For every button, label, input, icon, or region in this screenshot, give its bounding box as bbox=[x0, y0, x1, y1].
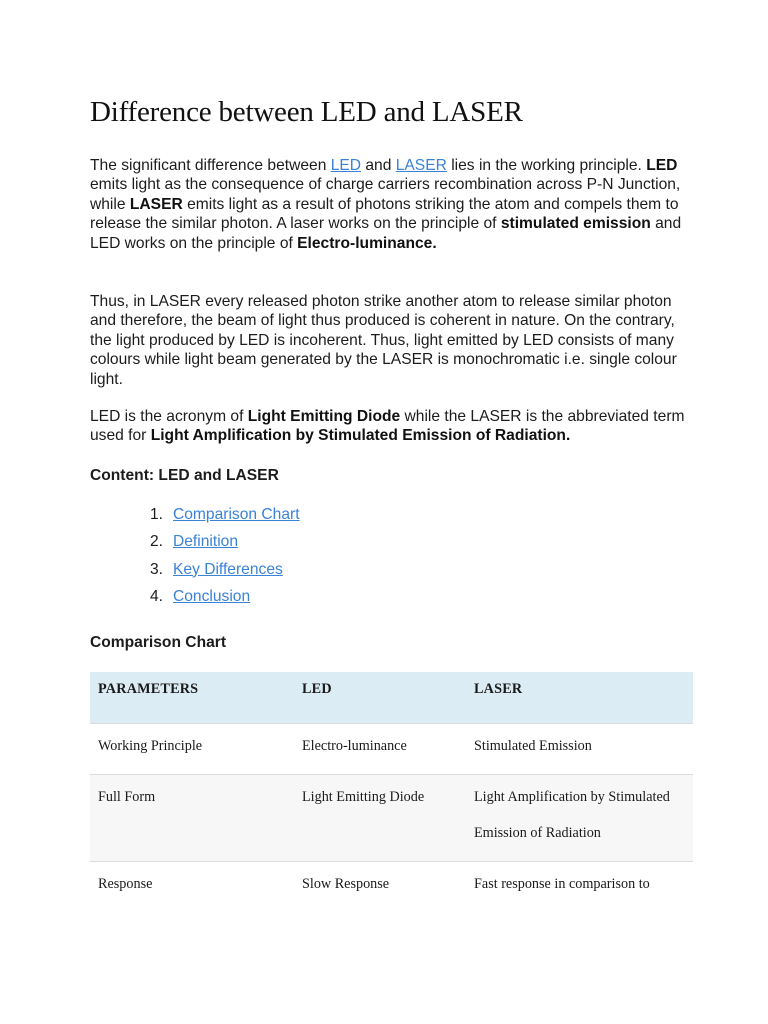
intro-bold: LASER bbox=[129, 195, 183, 213]
toc-number: 3. bbox=[150, 560, 164, 578]
table-row bbox=[90, 774, 693, 861]
table-cell bbox=[90, 723, 294, 774]
led-link[interactable]: LED bbox=[330, 157, 362, 174]
cell-text: Light Emitting Diode bbox=[302, 788, 425, 805]
column-header-parameters: PARAMETERS bbox=[98, 681, 199, 697]
acronym-bold: Light Emitting Diode bbox=[247, 408, 401, 425]
page-title: Difference between LED and LASER bbox=[90, 96, 523, 128]
column-header-laser: LASER bbox=[474, 681, 523, 697]
intro-text: and bbox=[361, 157, 396, 174]
acronym-text: LED is the acronym of bbox=[90, 408, 248, 425]
cell-text: Fast response in comparison to bbox=[474, 875, 650, 892]
toc-item bbox=[150, 560, 300, 587]
intro-bold: LED bbox=[646, 157, 678, 174]
table-cell bbox=[294, 774, 466, 861]
acronym-bold: Light Amplification by Stimulated Emission of Radiation. bbox=[150, 427, 571, 445]
acronym-text: while the LASER is the abbreviated term used for bbox=[90, 408, 685, 445]
table-cell bbox=[466, 861, 693, 902]
toc-number: 2. bbox=[150, 533, 164, 551]
table-row bbox=[90, 861, 693, 902]
toc-link-comparison-chart[interactable]: Comparison Chart bbox=[173, 506, 300, 523]
cell-text: Electro-luminance bbox=[302, 737, 407, 754]
acronym-paragraph bbox=[90, 407, 694, 446]
laser-link[interactable]: LASER bbox=[395, 157, 447, 174]
content-heading: Content: LED and LASER bbox=[90, 467, 279, 484]
intro-text: The significant difference between bbox=[90, 157, 331, 174]
intro-bold: stimulated emission bbox=[500, 215, 651, 233]
cell-text: Stimulated Emission bbox=[474, 737, 592, 754]
table-cell bbox=[294, 723, 466, 774]
table-header-row bbox=[90, 672, 693, 723]
cell-text: Working Principle bbox=[98, 737, 203, 754]
intro-text: emits light as the consequence of charge carriers recombination across P-N Junction, while bbox=[90, 176, 681, 213]
intro-bold: Electro-luminance. bbox=[297, 234, 437, 252]
coherence-paragraph: Thus, in LASER every released photon strike another atom to release similar photon and therefore, the beam of light thus produced is coherent in nature. On the contrary, the light produced by LED is incoherent. Thus, light emitted by LED consists of many colours while light beam generated by the LASER is monochromatic i.e. single colour light. bbox=[90, 293, 677, 388]
comparison-table bbox=[90, 672, 693, 902]
toc-link-conclusion[interactable]: Conclusion bbox=[173, 587, 251, 605]
comparison-chart-heading: Comparison Chart bbox=[90, 634, 227, 651]
intro-paragraph bbox=[90, 156, 694, 253]
column-header-led: LED bbox=[302, 681, 332, 697]
cell-text: Slow Response bbox=[302, 875, 390, 892]
intro-text: emits light as a result of photons striking the atom and compels them to release the similar photon. A laser works on the principle of bbox=[90, 195, 679, 233]
table-cell bbox=[466, 774, 693, 861]
table-cell bbox=[294, 861, 466, 902]
toc-item bbox=[150, 505, 300, 532]
toc-number: 1. bbox=[150, 506, 164, 523]
table-row bbox=[90, 723, 693, 774]
table-cell bbox=[90, 774, 294, 861]
cell-text: Full Form bbox=[98, 788, 156, 805]
cell-text: Light Amplification by Stimulated Emission of Radiation bbox=[474, 788, 670, 841]
toc-number: 4. bbox=[150, 587, 164, 605]
toc-item bbox=[150, 587, 300, 614]
intro-text: and LED works on the principle of bbox=[90, 215, 682, 252]
table-cell bbox=[90, 861, 294, 902]
table-cell bbox=[466, 723, 693, 774]
toc-link-definition[interactable]: Definition bbox=[173, 533, 239, 551]
intro-text: lies in the working principle. bbox=[446, 157, 647, 174]
toc-item bbox=[150, 532, 300, 559]
cell-text: Response bbox=[98, 875, 153, 892]
table-of-contents bbox=[150, 505, 300, 614]
toc-link-key-differences[interactable]: Key Differences bbox=[173, 560, 283, 578]
